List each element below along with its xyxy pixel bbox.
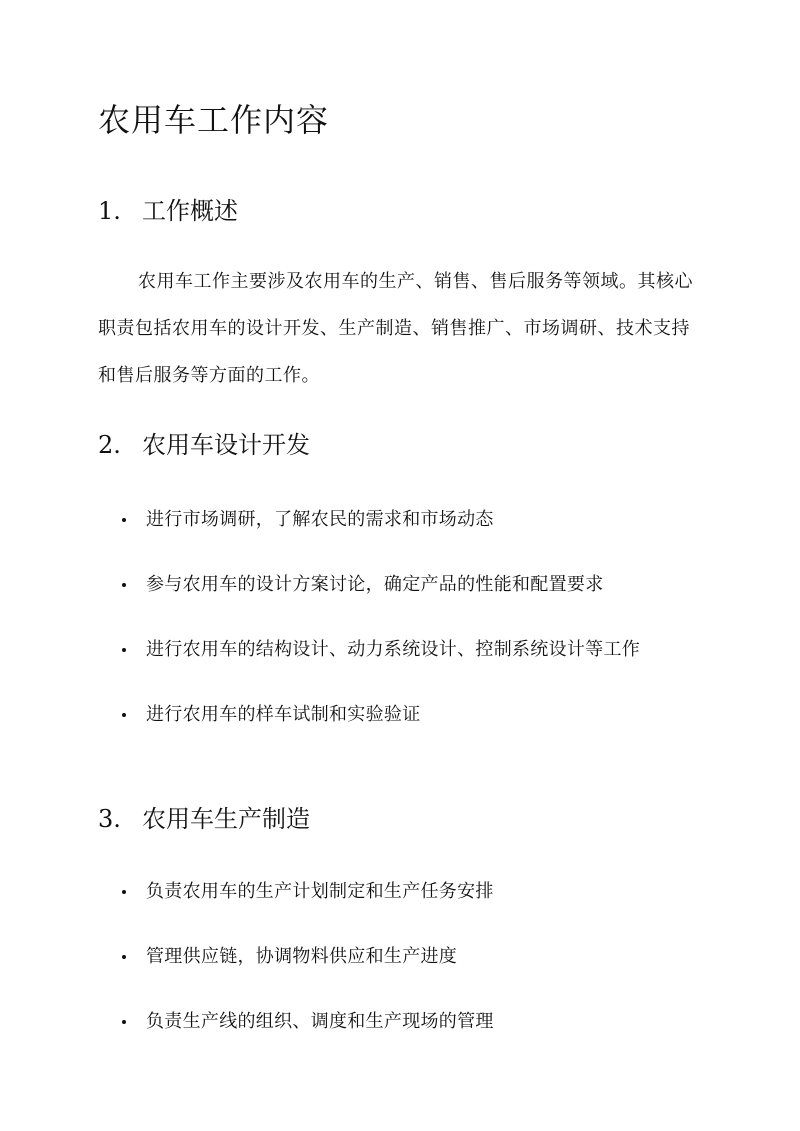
bullet-dot-icon [122, 648, 126, 652]
bullet-dot-icon [122, 890, 126, 894]
list-item-text: 负责农用车的生产计划制定和生产任务安排 [146, 881, 494, 902]
bullet-dot-icon [122, 1020, 126, 1024]
manufacturing-bullet-list [110, 866, 700, 1061]
list-item-text: 负责生产线的组织、调度和生产现场的管理 [146, 1011, 494, 1032]
section-number: 1. [98, 197, 121, 225]
list-item [110, 689, 700, 741]
section-heading-manufacturing [98, 802, 310, 836]
section-number: 2. [98, 431, 121, 459]
design-bullet-list [110, 494, 700, 754]
section-title: 农用车设计开发 [142, 431, 310, 459]
section-title: 工作概述 [142, 197, 238, 225]
list-item [110, 559, 700, 611]
list-item-text: 进行农用车的样车试制和实验验证 [146, 704, 421, 725]
list-item [110, 996, 700, 1048]
list-item [110, 866, 700, 918]
section-heading-overview [98, 194, 238, 228]
bullet-dot-icon [122, 955, 126, 959]
list-item [110, 494, 700, 546]
bullet-dot-icon [122, 518, 126, 522]
list-item-text: 参与农用车的设计方案讨论，确定产品的性能和配置要求 [146, 574, 604, 595]
document-title: 农用车工作内容 [98, 101, 330, 139]
list-item-text: 进行农用车的结构设计、动力系统设计、控制系统设计等工作 [146, 639, 641, 660]
bullet-dot-icon [122, 583, 126, 587]
list-item-text: 管理供应链，协调物料供应和生产进度 [146, 946, 458, 967]
bullet-dot-icon [122, 713, 126, 717]
list-item-text: 进行市场调研，了解农民的需求和市场动态 [146, 509, 494, 530]
section-title: 农用车生产制造 [142, 805, 310, 833]
overview-paragraph: 农用车工作主要涉及农用车的生产、销售、售后服务等领域。其核心职责包括农用车的设计开发、生产制造、销售推广、市场调研、技术支持和售后服务等方面的工作。 [98, 271, 693, 386]
list-item [110, 931, 700, 983]
section-number: 3. [98, 805, 121, 833]
section-heading-design [98, 428, 310, 462]
list-item [110, 624, 700, 676]
